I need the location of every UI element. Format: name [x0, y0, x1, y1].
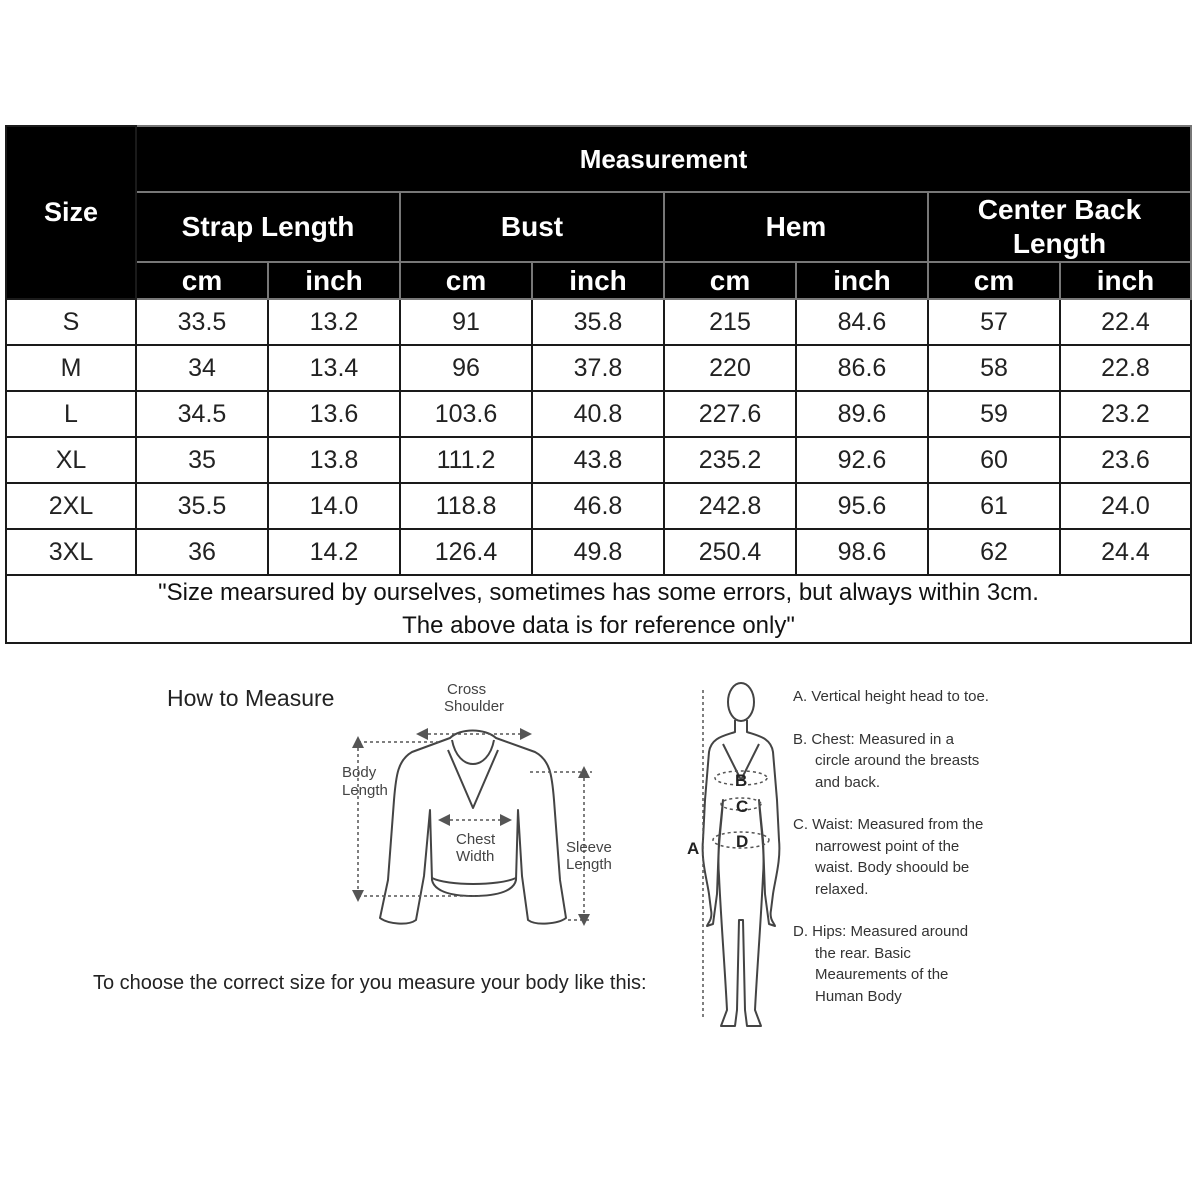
value-cell: 35.8 — [532, 299, 664, 345]
value-cell: 220 — [664, 345, 796, 391]
value-cell: 58 — [928, 345, 1060, 391]
unit-header-inch: inch — [796, 262, 928, 299]
unit-header-cm: cm — [136, 262, 268, 299]
value-cell: 215 — [664, 299, 796, 345]
table-row — [6, 345, 1191, 391]
chest-width-label-2: Width — [456, 848, 495, 865]
size-chart-table — [5, 125, 1192, 644]
value-cell: 13.6 — [268, 391, 400, 437]
measurement-header: Measurement — [136, 126, 1191, 192]
value-cell: 22.4 — [1060, 299, 1191, 345]
value-cell: 23.6 — [1060, 437, 1191, 483]
value-cell: 60 — [928, 437, 1060, 483]
value-cell: 14.2 — [268, 529, 400, 575]
value-cell: 43.8 — [532, 437, 664, 483]
value-cell: 34 — [136, 345, 268, 391]
choose-size-instruction: To choose the correct size for you measure your body like this: — [93, 972, 647, 994]
value-cell: 13.8 — [268, 437, 400, 483]
table-row — [6, 391, 1191, 437]
value-cell: 40.8 — [532, 391, 664, 437]
size-cell: M — [6, 345, 136, 391]
value-cell: 13.2 — [268, 299, 400, 345]
sleeve-length-label-1: Sleeve — [566, 839, 612, 856]
note-chest: B. Chest: Measured in a circle around the breasts and back. — [793, 730, 980, 791]
chest-width-label-1: Chest — [456, 831, 496, 848]
unit-header-inch: inch — [532, 262, 664, 299]
value-cell: 92.6 — [796, 437, 928, 483]
value-cell: 35 — [136, 437, 268, 483]
unit-header-inch: inch — [1060, 262, 1191, 299]
cross-shoulder-label-1: Cross — [447, 681, 487, 698]
value-cell: 118.8 — [400, 483, 532, 529]
value-cell: 24.4 — [1060, 529, 1191, 575]
group-header-center-back-length: Center Back Length — [928, 192, 1191, 262]
body-label-d: D — [736, 832, 749, 851]
value-cell: 57 — [928, 299, 1060, 345]
value-cell: 103.6 — [400, 391, 532, 437]
value-cell: 61 — [928, 483, 1060, 529]
value-cell: 24.0 — [1060, 483, 1191, 529]
unit-header-cm: cm — [400, 262, 532, 299]
table-note-line-2: The above data is for reference only" — [402, 612, 795, 639]
table-row — [6, 483, 1191, 529]
value-cell: 250.4 — [664, 529, 796, 575]
unit-header-cm: cm — [928, 262, 1060, 299]
value-cell: 59 — [928, 391, 1060, 437]
value-cell: 46.8 — [532, 483, 664, 529]
group-header-strap-length: Strap Length — [136, 192, 400, 262]
table-row — [6, 529, 1191, 575]
value-cell: 86.6 — [796, 345, 928, 391]
cross-shoulder-label-2: Shoulder — [444, 698, 505, 715]
value-cell: 14.0 — [268, 483, 400, 529]
figure-head — [728, 683, 754, 721]
table-note-line-1: "Size mearsured by ourselves, sometimes has some errors, but always within 3cm. — [158, 579, 1039, 606]
how-to-measure-title: How to Measure — [167, 685, 335, 711]
size-cell: XL — [6, 437, 136, 483]
body-length-label-2: Length — [342, 782, 388, 799]
value-cell: 36 — [136, 529, 268, 575]
sweater-v-inner — [448, 750, 498, 808]
table-note — [6, 575, 1191, 643]
value-cell: 84.6 — [796, 299, 928, 345]
value-cell: 242.8 — [664, 483, 796, 529]
value-cell: 35.5 — [136, 483, 268, 529]
group-header-hem: Hem — [664, 192, 928, 262]
table-row — [6, 437, 1191, 483]
note-vertical-height: A. Vertical height head to toe. — [793, 688, 989, 705]
size-cell: S — [6, 299, 136, 345]
value-cell: 23.2 — [1060, 391, 1191, 437]
figure-body — [703, 720, 780, 1026]
measurement-notes — [793, 686, 993, 1007]
value-cell: 126.4 — [400, 529, 532, 575]
body-label-b: B — [735, 771, 748, 790]
value-cell: 33.5 — [136, 299, 268, 345]
garment-measure-diagram — [330, 680, 630, 970]
body-figure-diagram — [683, 680, 793, 1040]
value-cell: 13.4 — [268, 345, 400, 391]
group-header-bust: Bust — [400, 192, 664, 262]
body-length-label-1: Body — [342, 764, 377, 781]
table-row — [6, 299, 1191, 345]
value-cell: 227.6 — [664, 391, 796, 437]
unit-header-inch: inch — [268, 262, 400, 299]
size-cell: 2XL — [6, 483, 136, 529]
value-cell: 96 — [400, 345, 532, 391]
size-cell: L — [6, 391, 136, 437]
sweater-outline — [380, 731, 566, 924]
value-cell: 89.6 — [796, 391, 928, 437]
unit-header-cm: cm — [664, 262, 796, 299]
sweater-neckline — [452, 740, 494, 764]
sweater-hem-band — [432, 878, 516, 884]
value-cell: 235.2 — [664, 437, 796, 483]
sleeve-length-label-2: Length — [566, 856, 612, 873]
how-to-measure-section — [0, 660, 1200, 1060]
body-label-a: A — [687, 839, 700, 858]
size-cell: 3XL — [6, 529, 136, 575]
value-cell: 91 — [400, 299, 532, 345]
note-waist: C. Waist: Measured from the narrowest point of the waist. Body shoould be relaxed. — [793, 816, 984, 898]
value-cell: 111.2 — [400, 437, 532, 483]
value-cell: 37.8 — [532, 345, 664, 391]
note-hips: D. Hips: Measured around the rear. Basic Meaurements of the Human Body — [793, 923, 969, 1005]
value-cell: 95.6 — [796, 483, 928, 529]
value-cell: 98.6 — [796, 529, 928, 575]
value-cell: 34.5 — [136, 391, 268, 437]
value-cell: 62 — [928, 529, 1060, 575]
value-cell: 49.8 — [532, 529, 664, 575]
size-header: Size — [6, 126, 136, 299]
body-label-c: C — [736, 797, 749, 816]
value-cell: 22.8 — [1060, 345, 1191, 391]
